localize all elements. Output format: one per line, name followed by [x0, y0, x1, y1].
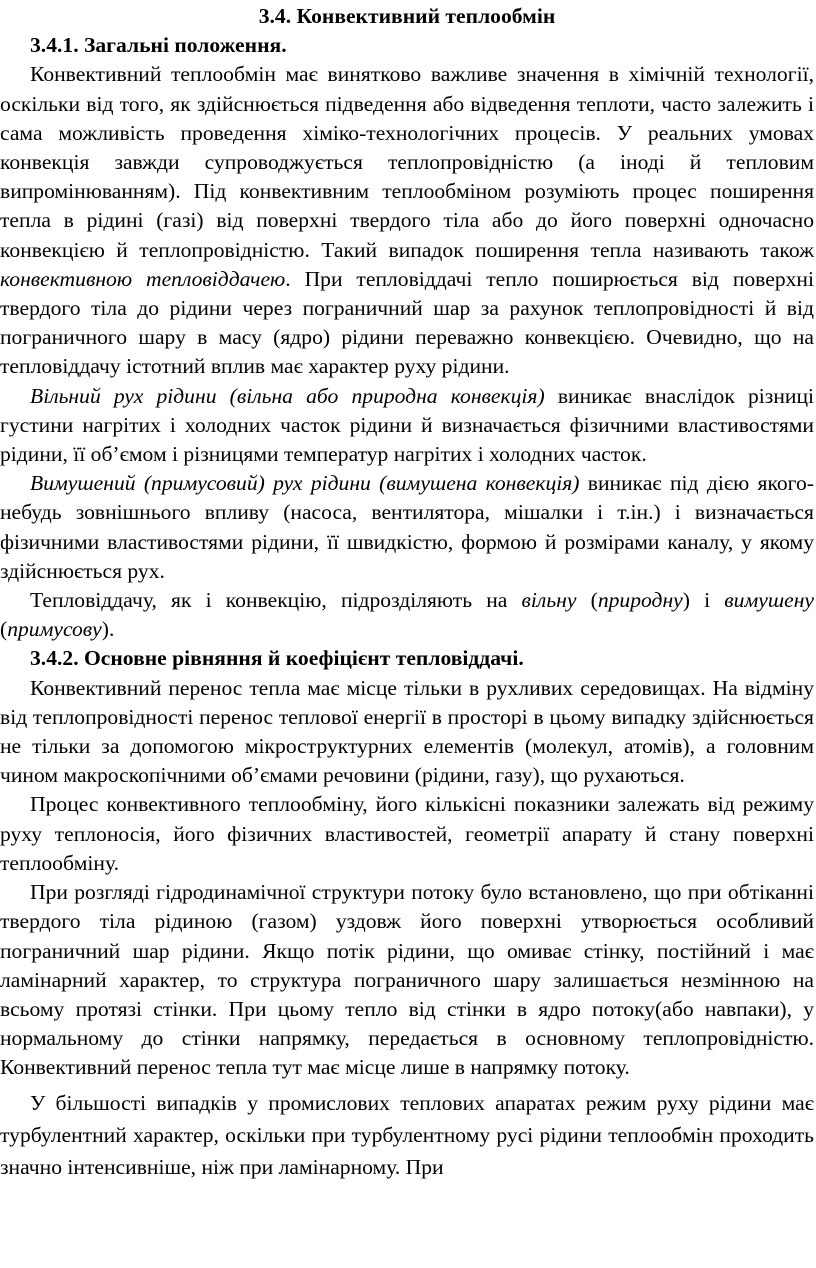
- subsection-heading-general: 3.4.1. Загальні положення.: [30, 33, 287, 58]
- paragraph-convective-intro: [0, 60, 814, 381]
- paragraph-boundary-layer: При розгляді гідродинамічної структури потоку було встановлено, що при обтіканні твердого тіла рідиною (газом) уздовж його поверхні утворюється особливий пограничний шар рідини. Якщо потік рідини, що омиває стінку, постійний і має ламінарний характер, то структура пограничного шару залишається незмінною на всьому протязі стінки. При цьому тепло від стінки в ядро потоку(або навпаки), у нормальному до стінки напрямку, передається в основному теплопровідністю. Конвективний перенос тепла тут має місце лише в напрямку потоку.: [0, 880, 814, 1080]
- italic-term: природну: [597, 588, 683, 613]
- italic-term: вільну: [521, 588, 577, 613]
- paragraph-free-convection: [0, 382, 814, 470]
- italic-term: Вільний рух рідини (вільна або природна конвекція): [30, 383, 545, 408]
- paragraph-text: виникає під дією якого-небудь зовнішнього впливу (насоса, вентилятора, мішалки і т.ін.) і визначається фізичними властивостями рідини, її швидкістю, формою й розмірами каналу, у якому здійснюється рух.: [0, 471, 814, 583]
- italic-term: примусову: [7, 617, 102, 642]
- paragraph-text: ) і: [682, 588, 725, 613]
- paragraph-text: (: [576, 588, 598, 613]
- paragraph-text: ).: [101, 617, 115, 642]
- paragraph-turbulent: У більшості випадків у промислових теплових апаратах режим руху рідини має турбулентний характер, оскільки при турбулентному русі рідини теплообмін проходить значно інтенсивніше, ніж при ламінарному. При: [0, 1090, 814, 1179]
- paragraph-text: . При тепловіддачі тепло поширюється від поверхні твердого тіла до рідини через пограничний шар за рахунок теплопровідності й від пограничного шару в масу (ядро) рідини переважно конвекцією. Очевидно, що на тепловіддачу істотний вплив має характер руху рідини.: [0, 266, 814, 379]
- paragraph-classification: [0, 586, 814, 644]
- subsection-heading-equation: 3.4.2. Основне рівняння й коефіцієнт тепловіддачі.: [30, 646, 524, 671]
- paragraph-text: Тепловіддачу, як і конвекцію, підрозділяють на: [30, 588, 522, 613]
- paragraph-text: Конвективний теплообмін має винятково важливе значення в хімічній технології, оскільки від того, як здійснюється підведення або відведення теплоти, часто залежить і сама можливість проведення хіміко-технологічних процесів. У реальних умовах конвекція завжди супроводжується теплопровідністю (а іноді й тепловим випромінюванням). Під конвективним теплообміном розуміють процес поширення тепла в рідині (газі) від поверхні твердого тіла або до його поверхні одночасно конвекцією й теплопровідністю. Такий випадок поширення тепла називають також: [0, 62, 814, 262]
- italic-term: конвективною тепловіддачею: [0, 266, 286, 291]
- paragraph-forced-convection: [0, 469, 814, 586]
- paragraph-text: виникає внаслідок різниці густини нагрітих і холодних часток рідини й визначається фізичними властивостями рідини, її об’ємом і різницями температур нагрітих і холодних часток.: [0, 383, 814, 467]
- paragraph-process-factors: Процес конвективного теплообміну, його кількісні показники залежать від режиму руху теплоносія, його фізичних властивостей, геометрії апарату й стану поверхні теплообміну.: [0, 792, 814, 875]
- paragraph-convective-transfer: Конвективний перенос тепла має місце тільки в рухливих середовищах. На відміну від теплопровідності перенос теплової енергії в просторі в цьому випадку здійснюється не тільки за допомогою мікроструктурних елементів (молекул, атомів), а головним чином макроскопічними об’ємами речовини (рідини, газу), що рухаються.: [0, 675, 814, 788]
- italic-term: вимушену: [724, 588, 814, 613]
- italic-term: Вимушений (примусовий) рух рідини (вимушена конвекція): [30, 471, 580, 496]
- paragraph-text: (: [0, 617, 8, 642]
- section-title: 3.4. Конвективний теплообмін: [258, 4, 556, 28]
